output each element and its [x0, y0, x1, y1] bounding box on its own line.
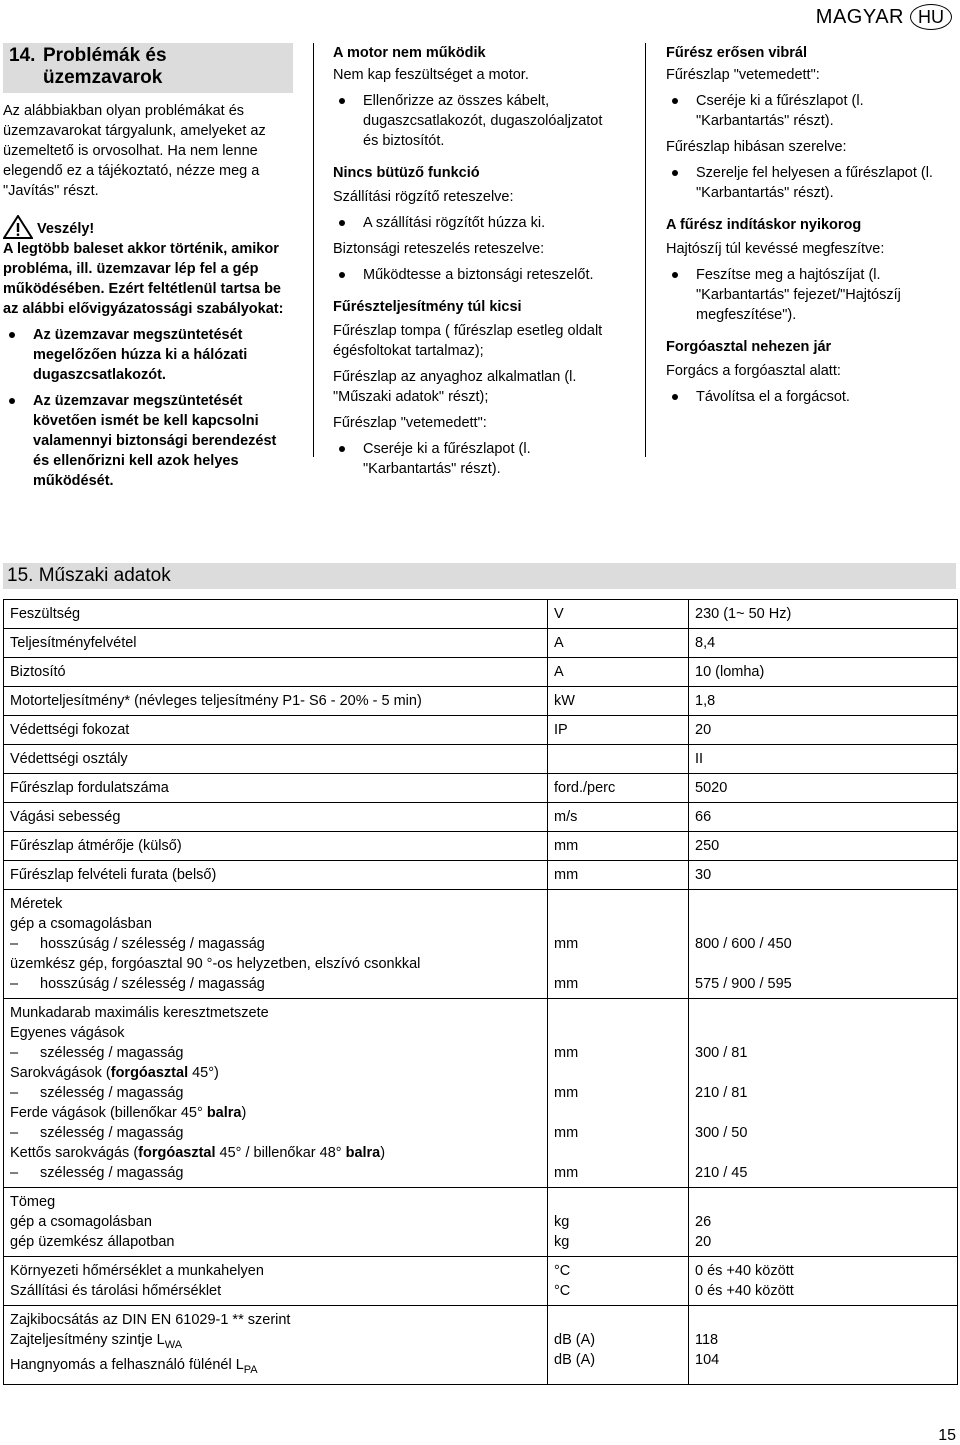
spec-unit: [548, 745, 689, 774]
temperature-unit: °C °C: [548, 1257, 689, 1306]
spec-label: Fűrészlap fordulatszáma: [4, 774, 548, 803]
bullet-icon: [339, 98, 345, 104]
table-row: [4, 658, 958, 687]
list-item: Szerelje fel helyesen a fűrészlapot (l. "Karbantartás" részt).: [666, 163, 956, 203]
problem-heading: Nincs bütüző funkció: [333, 165, 480, 181]
list-item: Ellenőrizze az összes kábelt, dugaszcsatlakozót, dugaszolóaljzatot és biztosítót.: [333, 91, 619, 151]
cause-text: Hajtószíj túl kevéssé megfeszítve:: [666, 241, 885, 257]
spec-unit: mm: [548, 832, 689, 861]
bullet-icon: [339, 220, 345, 226]
spec-value: 1,8: [689, 687, 958, 716]
bullet-icon: [9, 398, 15, 404]
spec-label: Fűrészlap átmérője (külső): [4, 832, 548, 861]
spec-value: 8,4: [689, 629, 958, 658]
table-row: [4, 803, 958, 832]
danger-label: Veszély!: [37, 221, 95, 237]
problem-heading: A motor nem működik: [333, 45, 486, 61]
language-label: MAGYAR: [815, 5, 904, 28]
list-item: Működtesse a biztonsági reteszelőt.: [333, 265, 619, 285]
column-divider: [313, 43, 314, 457]
spec-value: 30: [689, 861, 958, 890]
danger-list: [3, 325, 293, 491]
spec-unit: A: [548, 658, 689, 687]
list-item: A szállítási rögzítőt húzza ki.: [333, 213, 619, 233]
spec-unit: kW: [548, 687, 689, 716]
bullet-icon: [339, 446, 345, 452]
mass-unit: kg kg: [548, 1188, 689, 1257]
table-row: [4, 832, 958, 861]
language-badge: HU: [910, 4, 952, 30]
cause-text: Forgács a forgóasztal alatt:: [666, 363, 841, 379]
list-item: Feszítse meg a hajtószíjat (l. "Karbantartás" fejezet/"Hajtószíj megfeszítése").: [666, 265, 956, 325]
section-15-title: 15. Műszaki adatok: [3, 563, 956, 589]
troubleshooting-column-1: [3, 43, 293, 497]
cut-capacity-unit: mm mm mm mm: [548, 999, 689, 1188]
spec-unit: IP: [548, 716, 689, 745]
spec-label: Védettségi fokozat: [4, 716, 548, 745]
dimensions-label: Méretek gép a csomagolásban – hosszúság / szélesség / magasság üzemkész gép, forgóasztal 90 °-os helyzetben, elszívó csonkkal – hosszúság / szélesség / magasság: [4, 890, 548, 999]
spec-value: 10 (lomha): [689, 658, 958, 687]
section-number: 14.: [9, 45, 36, 66]
danger-block: [3, 215, 293, 239]
spec-value: 20: [689, 716, 958, 745]
problem-heading: Forgóasztal nehezen jár: [666, 339, 832, 355]
table-row: [4, 1188, 958, 1257]
table-row: [4, 1306, 958, 1385]
table-row: [4, 1257, 958, 1306]
noise-value: 118 104: [689, 1306, 958, 1385]
danger-text: A legtöbb baleset akkor történik, amikor probléma, ill. üzemzavar lép fel a gép működésében. Ezért feltétlenül tartsa be az alábbi elővigyázatossági szabályokat:: [3, 241, 284, 317]
bullet-icon: [339, 272, 345, 278]
spec-value: 5020: [689, 774, 958, 803]
cut-capacity-label: Munkadarab maximális keresztmetszete Egyenes vágások – szélesség / magasság Sarokvágások (forgóasztal 45°) – szélesség / magasság Ferde vágások (billenőkar 45° balra) – szélesség / magasság Kettős sarokvágás (forgóasztal 45° / billenőkar 48° balra) – szélesség / magasság: [4, 999, 548, 1188]
temperature-label: Környezeti hőmérséklet a munkahelyen Szállítási és tárolási hőmérséklet: [4, 1257, 548, 1306]
cause-text: Biztonsági reteszelés reteszelve:: [333, 241, 545, 257]
table-row: [4, 629, 958, 658]
noise-unit: dB (A) dB (A): [548, 1306, 689, 1385]
cause-text: Fűrészlap "vetemedett":: [333, 415, 487, 431]
page-number: 15: [938, 1427, 956, 1444]
list-item: Az üzemzavar megszüntetését megelőzően húzza ki a hálózati dugaszcsatlakozót.: [3, 325, 293, 385]
cut-capacity-value: 300 / 81 210 / 81 300 / 50 210 / 45: [689, 999, 958, 1188]
problem-heading: A fűrész indításkor nyikorog: [666, 217, 862, 233]
table-row: [4, 774, 958, 803]
cause-text: Szállítási rögzítő reteszelve:: [333, 189, 514, 205]
cause-text: Fűrészlap az anyaghoz alkalmatlan (l. "Műszaki adatok" részt);: [333, 369, 577, 405]
dimensions-value: 800 / 600 / 450 575 / 900 / 595: [689, 890, 958, 999]
spec-unit: A: [548, 629, 689, 658]
list-item: Cseréje ki a fűrészlapot (l. "Karbantartás" részt).: [333, 439, 619, 479]
intro-text: Az alábbiakban olyan problémákat és üzemzavarokat tárgyalunk, amelyeket az üzemeltető is orvosolhat. Ha nem lenne elegendő ez a tájékoztató, nézze meg a "Javítás" részt.: [3, 103, 266, 199]
spec-label: Feszültség: [4, 600, 548, 629]
list-item: Cseréje ki a fűrészlapot (l. "Karbantartás" részt).: [666, 91, 956, 131]
spec-unit: mm: [548, 861, 689, 890]
spec-value: 230 (1~ 50 Hz): [689, 600, 958, 629]
spec-value: II: [689, 745, 958, 774]
bullet-icon: [9, 332, 15, 338]
spec-label: Vágási sebesség: [4, 803, 548, 832]
noise-label: Zajkibocsátás az DIN EN 61029-1 ** szerint Zajteljesítmény szintje $L_{WA}$ Hangnyomás a felhasználó fülénél $L_{PA}$: [4, 1306, 548, 1385]
bullet-icon: [672, 394, 678, 400]
cause-text: Fűrészlap "vetemedett":: [666, 67, 820, 83]
cause-text: Fűrészlap hibásan szerelve:: [666, 139, 847, 155]
spec-value: 250: [689, 832, 958, 861]
problem-heading: Fűrészteljesítmény túl kicsi: [333, 299, 522, 315]
temperature-value: 0 és +40 között 0 és +40 között: [689, 1257, 958, 1306]
list-item: Távolítsa el a forgácsot.: [666, 387, 956, 407]
problem-heading: Fűrész erősen vibrál: [666, 45, 808, 61]
table-row: [4, 999, 958, 1188]
mass-value: 26 20: [689, 1188, 958, 1257]
table-row: [4, 861, 958, 890]
spec-label: Fűrészlap felvételi furata (belső): [4, 861, 548, 890]
table-row: [4, 890, 958, 999]
table-row: [4, 687, 958, 716]
bullet-icon: [672, 170, 678, 176]
mass-label: Tömeg gép a csomagolásban gép üzemkész állapotban: [4, 1188, 548, 1257]
spec-unit: ford./perc: [548, 774, 689, 803]
spec-unit: V: [548, 600, 689, 629]
list-item: Az üzemzavar megszüntetését követően ismét be kell kapcsolni valamennyi biztonsági berendezést és ellenőrizni kell azok helyes működését.: [3, 391, 293, 491]
column-divider: [645, 43, 646, 457]
troubleshooting-column-2: [333, 43, 619, 485]
bullet-icon: [672, 272, 678, 278]
bullet-icon: [672, 98, 678, 104]
spec-label: Teljesítményfelvétel: [4, 629, 548, 658]
section-title-line2: üzemzavarok: [43, 67, 163, 88]
table-row: [4, 745, 958, 774]
table-row: [4, 600, 958, 629]
cause-text: Nem kap feszültséget a motor.: [333, 67, 529, 83]
technical-data-table: [3, 599, 958, 1385]
spec-label: Védettségi osztály: [4, 745, 548, 774]
table-row: [4, 716, 958, 745]
troubleshooting-column-3: [666, 43, 956, 413]
spec-unit: m/s: [548, 803, 689, 832]
spec-label: Biztosító: [4, 658, 548, 687]
spec-label: Motorteljesítmény* (névleges teljesítmény P1- S6 - 20% - 5 min): [4, 687, 548, 716]
cause-text: Fűrészlap tompa ( fűrészlap esetleg oldalt égésfoltokat tartalmaz);: [333, 323, 603, 359]
dimensions-unit: mm mm: [548, 890, 689, 999]
warning-triangle-icon: [3, 215, 33, 239]
spec-value: 66: [689, 803, 958, 832]
section-14-title: [3, 43, 293, 93]
section-title-line1: Problémák és: [43, 45, 167, 66]
language-header: [816, 4, 952, 30]
